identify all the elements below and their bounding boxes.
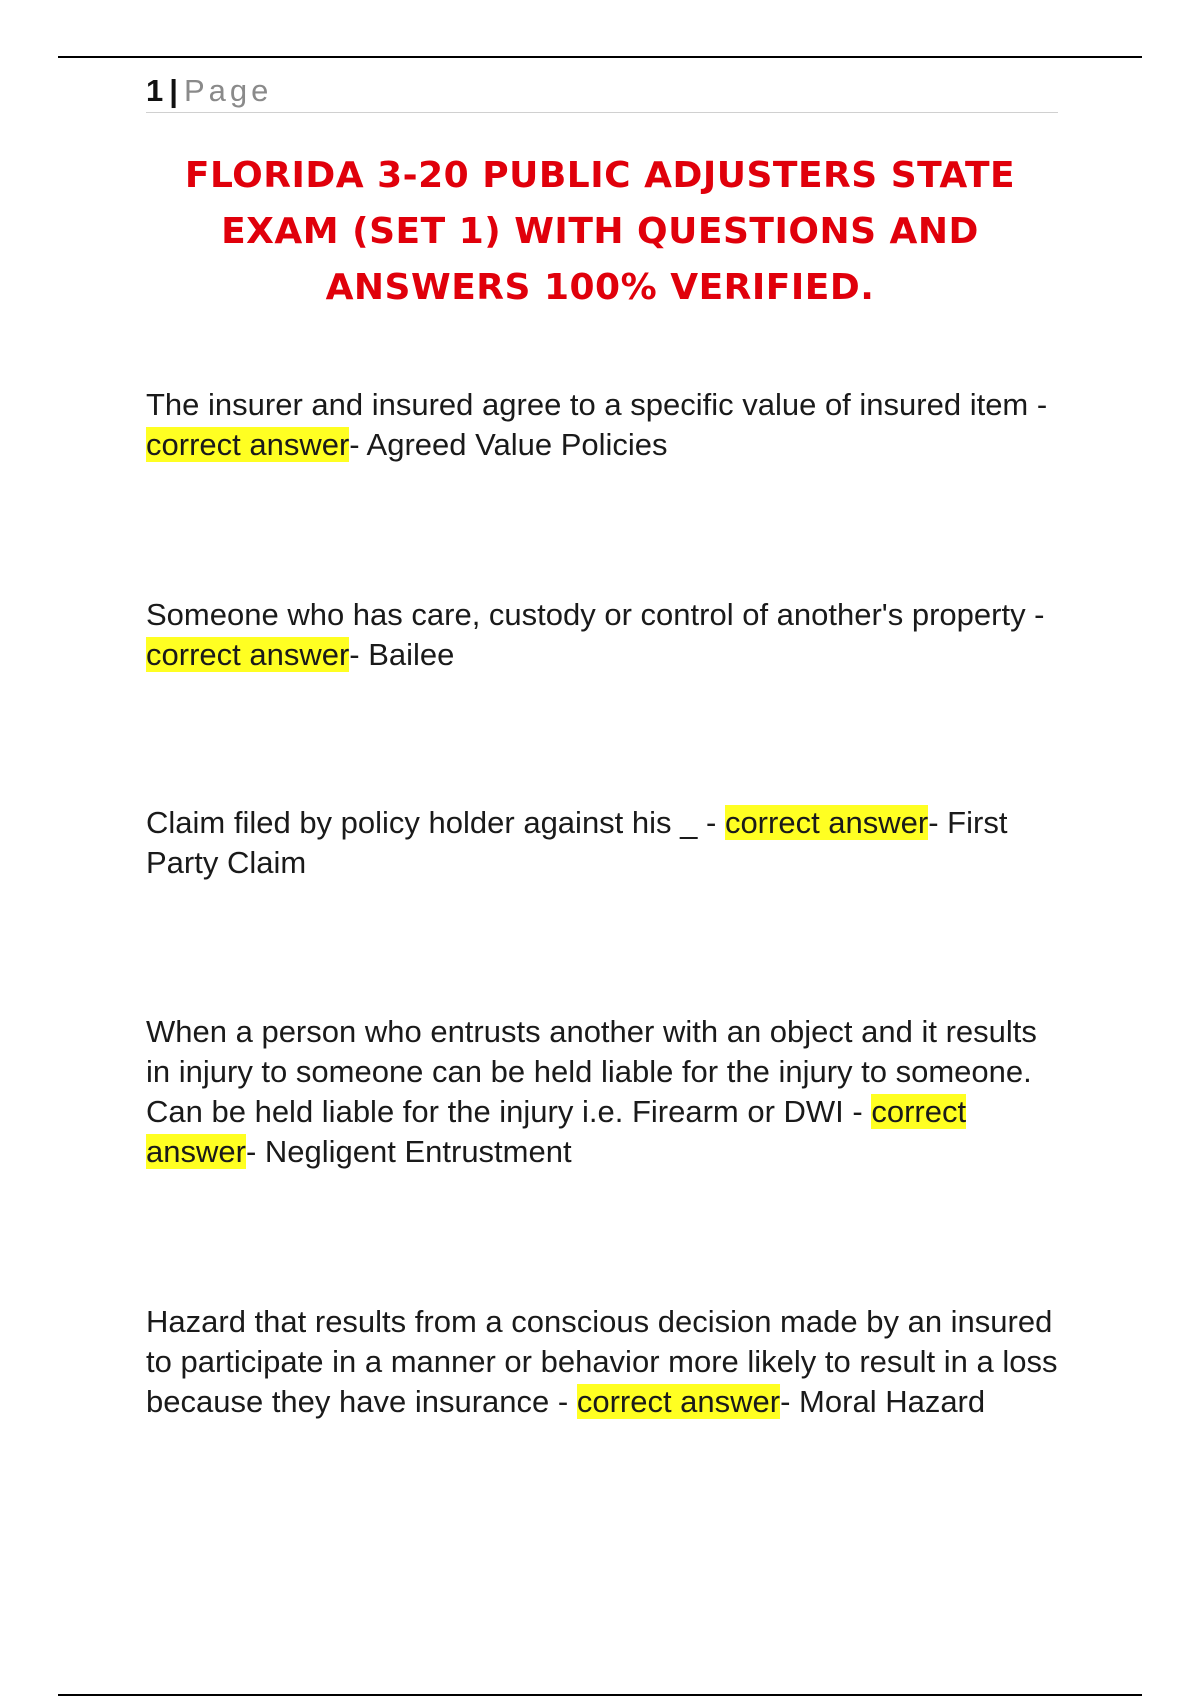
correct-answer-marker: correct answer — [146, 1094, 967, 1169]
page-number: 1 — [146, 73, 164, 108]
qa-item — [146, 1012, 1066, 1172]
correct-answer-marker: correct answer — [146, 427, 350, 462]
answer-text: - Agreed Value Policies — [349, 427, 668, 462]
correct-answer-marker: correct answer — [724, 805, 929, 840]
page-label: Page — [183, 73, 273, 108]
question-text: Claim filed by policy holder against his _ - — [146, 805, 725, 840]
top-rule — [58, 56, 1142, 58]
qa-item — [146, 803, 1066, 883]
answer-text: - First Party Claim — [146, 805, 1008, 880]
answer-text: - Moral Hazard — [780, 1384, 986, 1419]
correct-answer-marker: correct answer — [576, 1384, 781, 1419]
document-title: FLORIDA 3-20 PUBLIC ADJUSTERS STATE EXAM (SET 1) WITH QUESTIONS AND ANSWERS 100% VERIFIED. — [184, 155, 1016, 308]
correct-answer-marker: correct answer — [146, 637, 350, 672]
qa-item — [146, 1302, 1066, 1422]
question-text: Hazard that results from a conscious decision made by an insured to participate in a manner or behavior more likely to result in a loss because they have insurance - — [146, 1304, 1058, 1419]
question-text: The insurer and insured agree to a specific value of insured item - — [146, 387, 1048, 422]
page-header — [146, 72, 1058, 113]
page-separator: | — [169, 73, 178, 108]
qa-item — [146, 595, 1066, 675]
answer-text: - Bailee — [349, 637, 455, 672]
question-text: Someone who has care, custody or control of another's property - — [146, 597, 1045, 632]
bottom-rule — [58, 1694, 1142, 1696]
answer-text: - Negligent Entrustment — [245, 1134, 572, 1169]
qa-item — [146, 385, 1066, 465]
question-text: When a person who entrusts another with an object and it results in injury to someone can be held liable for the injury to someone. Can be held liable for the injury i.e. Firearm or DWI - — [146, 1014, 1037, 1129]
